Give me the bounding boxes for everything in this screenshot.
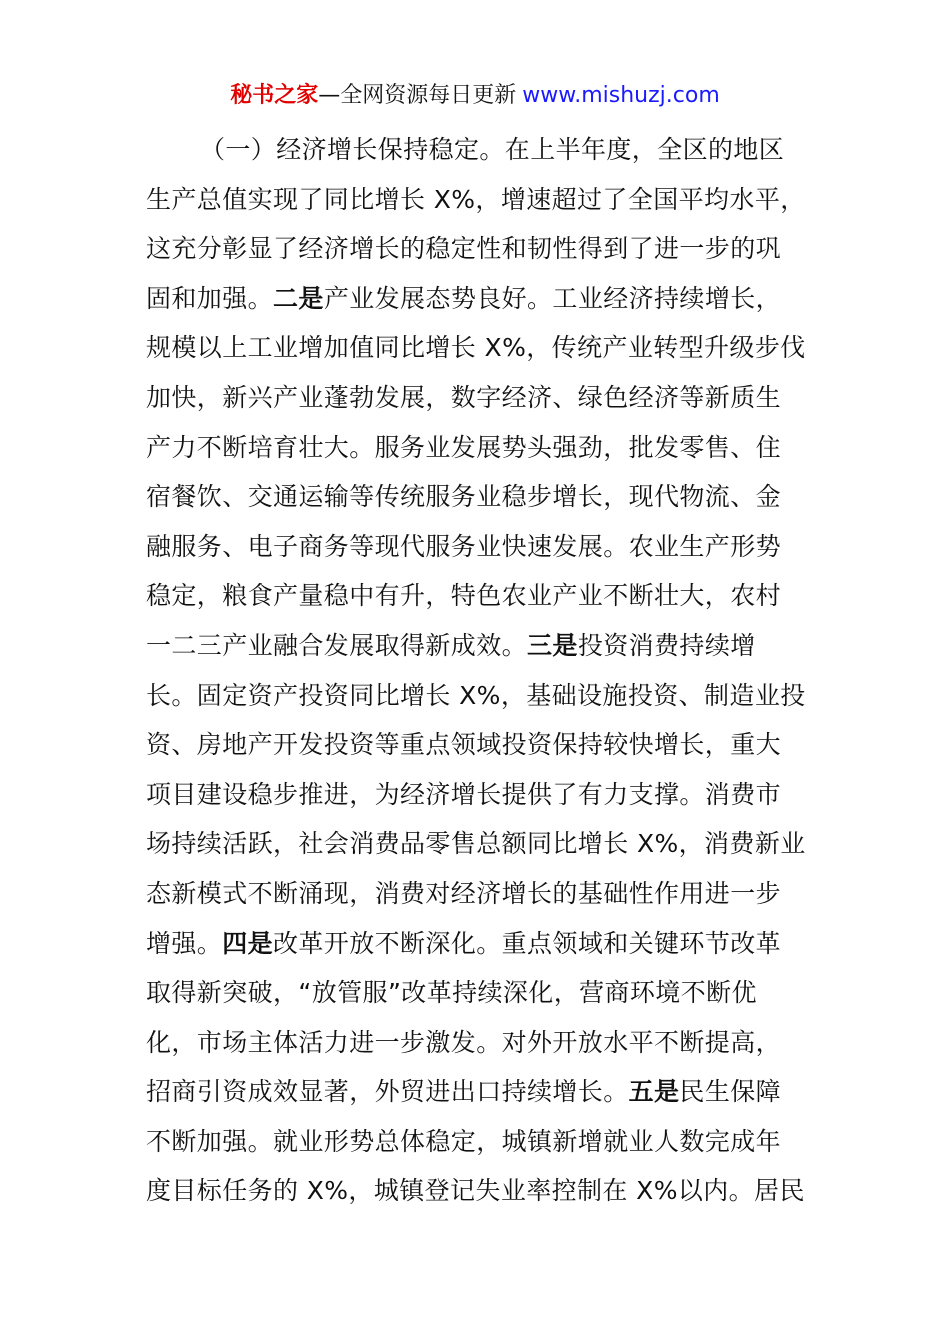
text-segment: 民生保障 xyxy=(679,1077,782,1107)
text-segment: 加快，新兴产业蓬勃发展，数字经济、绿色经济等新质生 xyxy=(146,382,782,412)
text-line xyxy=(146,869,811,919)
text-segment: 生产总值实现了同比增长 X%，增速超过了全国平均水平， xyxy=(146,184,806,214)
text-segment: 固和加强。 xyxy=(146,283,274,313)
text-line xyxy=(146,968,811,1018)
emphasis-text: 五是 xyxy=(628,1077,680,1107)
emphasis-text: 四是 xyxy=(222,928,274,958)
text-line xyxy=(146,125,811,175)
header-tagline: —全网资源每日更新 xyxy=(318,83,517,108)
text-line xyxy=(146,571,811,621)
site-header xyxy=(0,80,950,112)
text-line xyxy=(146,720,811,770)
text-segment: 不断加强。就业形势总体稳定，城镇新增就业人数完成年 xyxy=(146,1126,782,1156)
text-line xyxy=(146,770,811,820)
text-line xyxy=(146,522,811,572)
text-line xyxy=(146,472,811,522)
text-line xyxy=(146,423,811,473)
text-segment: 长。固定资产投资同比增长 X%，基础设施投资、制造业投 xyxy=(146,680,806,710)
text-line xyxy=(146,819,811,869)
text-line xyxy=(146,919,811,969)
text-segment: 一二三产业融合发展取得新成效。 xyxy=(146,630,528,660)
text-segment: 产业发展态势良好。工业经济持续增长， xyxy=(323,283,782,313)
text-segment: 资、房地产开发投资等重点领域投资保持较快增长，重大 xyxy=(146,730,782,760)
text-line xyxy=(146,373,811,423)
text-segment: （一）经济增长保持稳定。在上半年度，全区的地区 xyxy=(200,135,785,164)
text-line xyxy=(146,1117,811,1167)
text-segment: 改革开放不断深化。重点领域和关键环节改革 xyxy=(273,928,782,958)
text-segment: 宿餐饮、交通运输等传统服务业稳步增长，现代物流、金 xyxy=(146,482,782,512)
text-segment: 化，市场主体活力进一步激发。对外开放水平不断提高， xyxy=(146,1027,782,1057)
text-segment: 这充分彰显了经济增长的稳定性和韧性得到了进一步的巩 xyxy=(146,234,782,264)
text-segment: 规模以上工业增加值同比增长 X%，传统产业转型升级步伐 xyxy=(146,333,806,363)
text-segment: 产力不断培育壮大。服务业发展势头强劲，批发零售、住 xyxy=(146,432,782,462)
text-segment: 稳定，粮食产量稳中有升，特色农业产业不断壮大，农村 xyxy=(146,581,782,611)
site-url-link[interactable]: www.mishuzj.com xyxy=(522,83,720,108)
text-line xyxy=(146,323,811,373)
text-segment: 增强。 xyxy=(146,928,223,958)
document-body xyxy=(146,125,811,1216)
emphasis-text: 二是 xyxy=(273,283,324,313)
text-line xyxy=(146,224,811,274)
text-line xyxy=(146,671,811,721)
text-segment: 取得新突破，“放管服”改革持续深化，营商环境不断优 xyxy=(146,978,757,1008)
text-line xyxy=(146,1018,811,1068)
brand-name: 秘书之家 xyxy=(230,83,319,108)
text-line xyxy=(146,274,811,324)
text-line xyxy=(146,621,811,671)
text-segment: 态新模式不断涌现，消费对经济增长的基础性作用进一步 xyxy=(146,878,782,908)
text-segment: 度目标任务的 X%，城镇登记失业率控制在 X%以内。居民 xyxy=(146,1176,805,1206)
emphasis-text: 三是 xyxy=(527,630,578,660)
text-line xyxy=(146,175,811,225)
text-segment: 场持续活跃，社会消费品零售总额同比增长 X%，消费新业 xyxy=(146,829,806,859)
text-segment: 招商引资成效显著，外贸进出口持续增长。 xyxy=(146,1077,629,1107)
text-segment: 投资消费持续增 xyxy=(577,630,756,660)
text-segment: 项目建设稳步推进，为经济增长提供了有力支撑。消费市 xyxy=(146,779,782,809)
text-line xyxy=(146,1067,811,1117)
text-segment: 融服务、电子商务等现代服务业快速发展。农业生产形势 xyxy=(146,531,782,561)
text-line xyxy=(146,1166,811,1216)
